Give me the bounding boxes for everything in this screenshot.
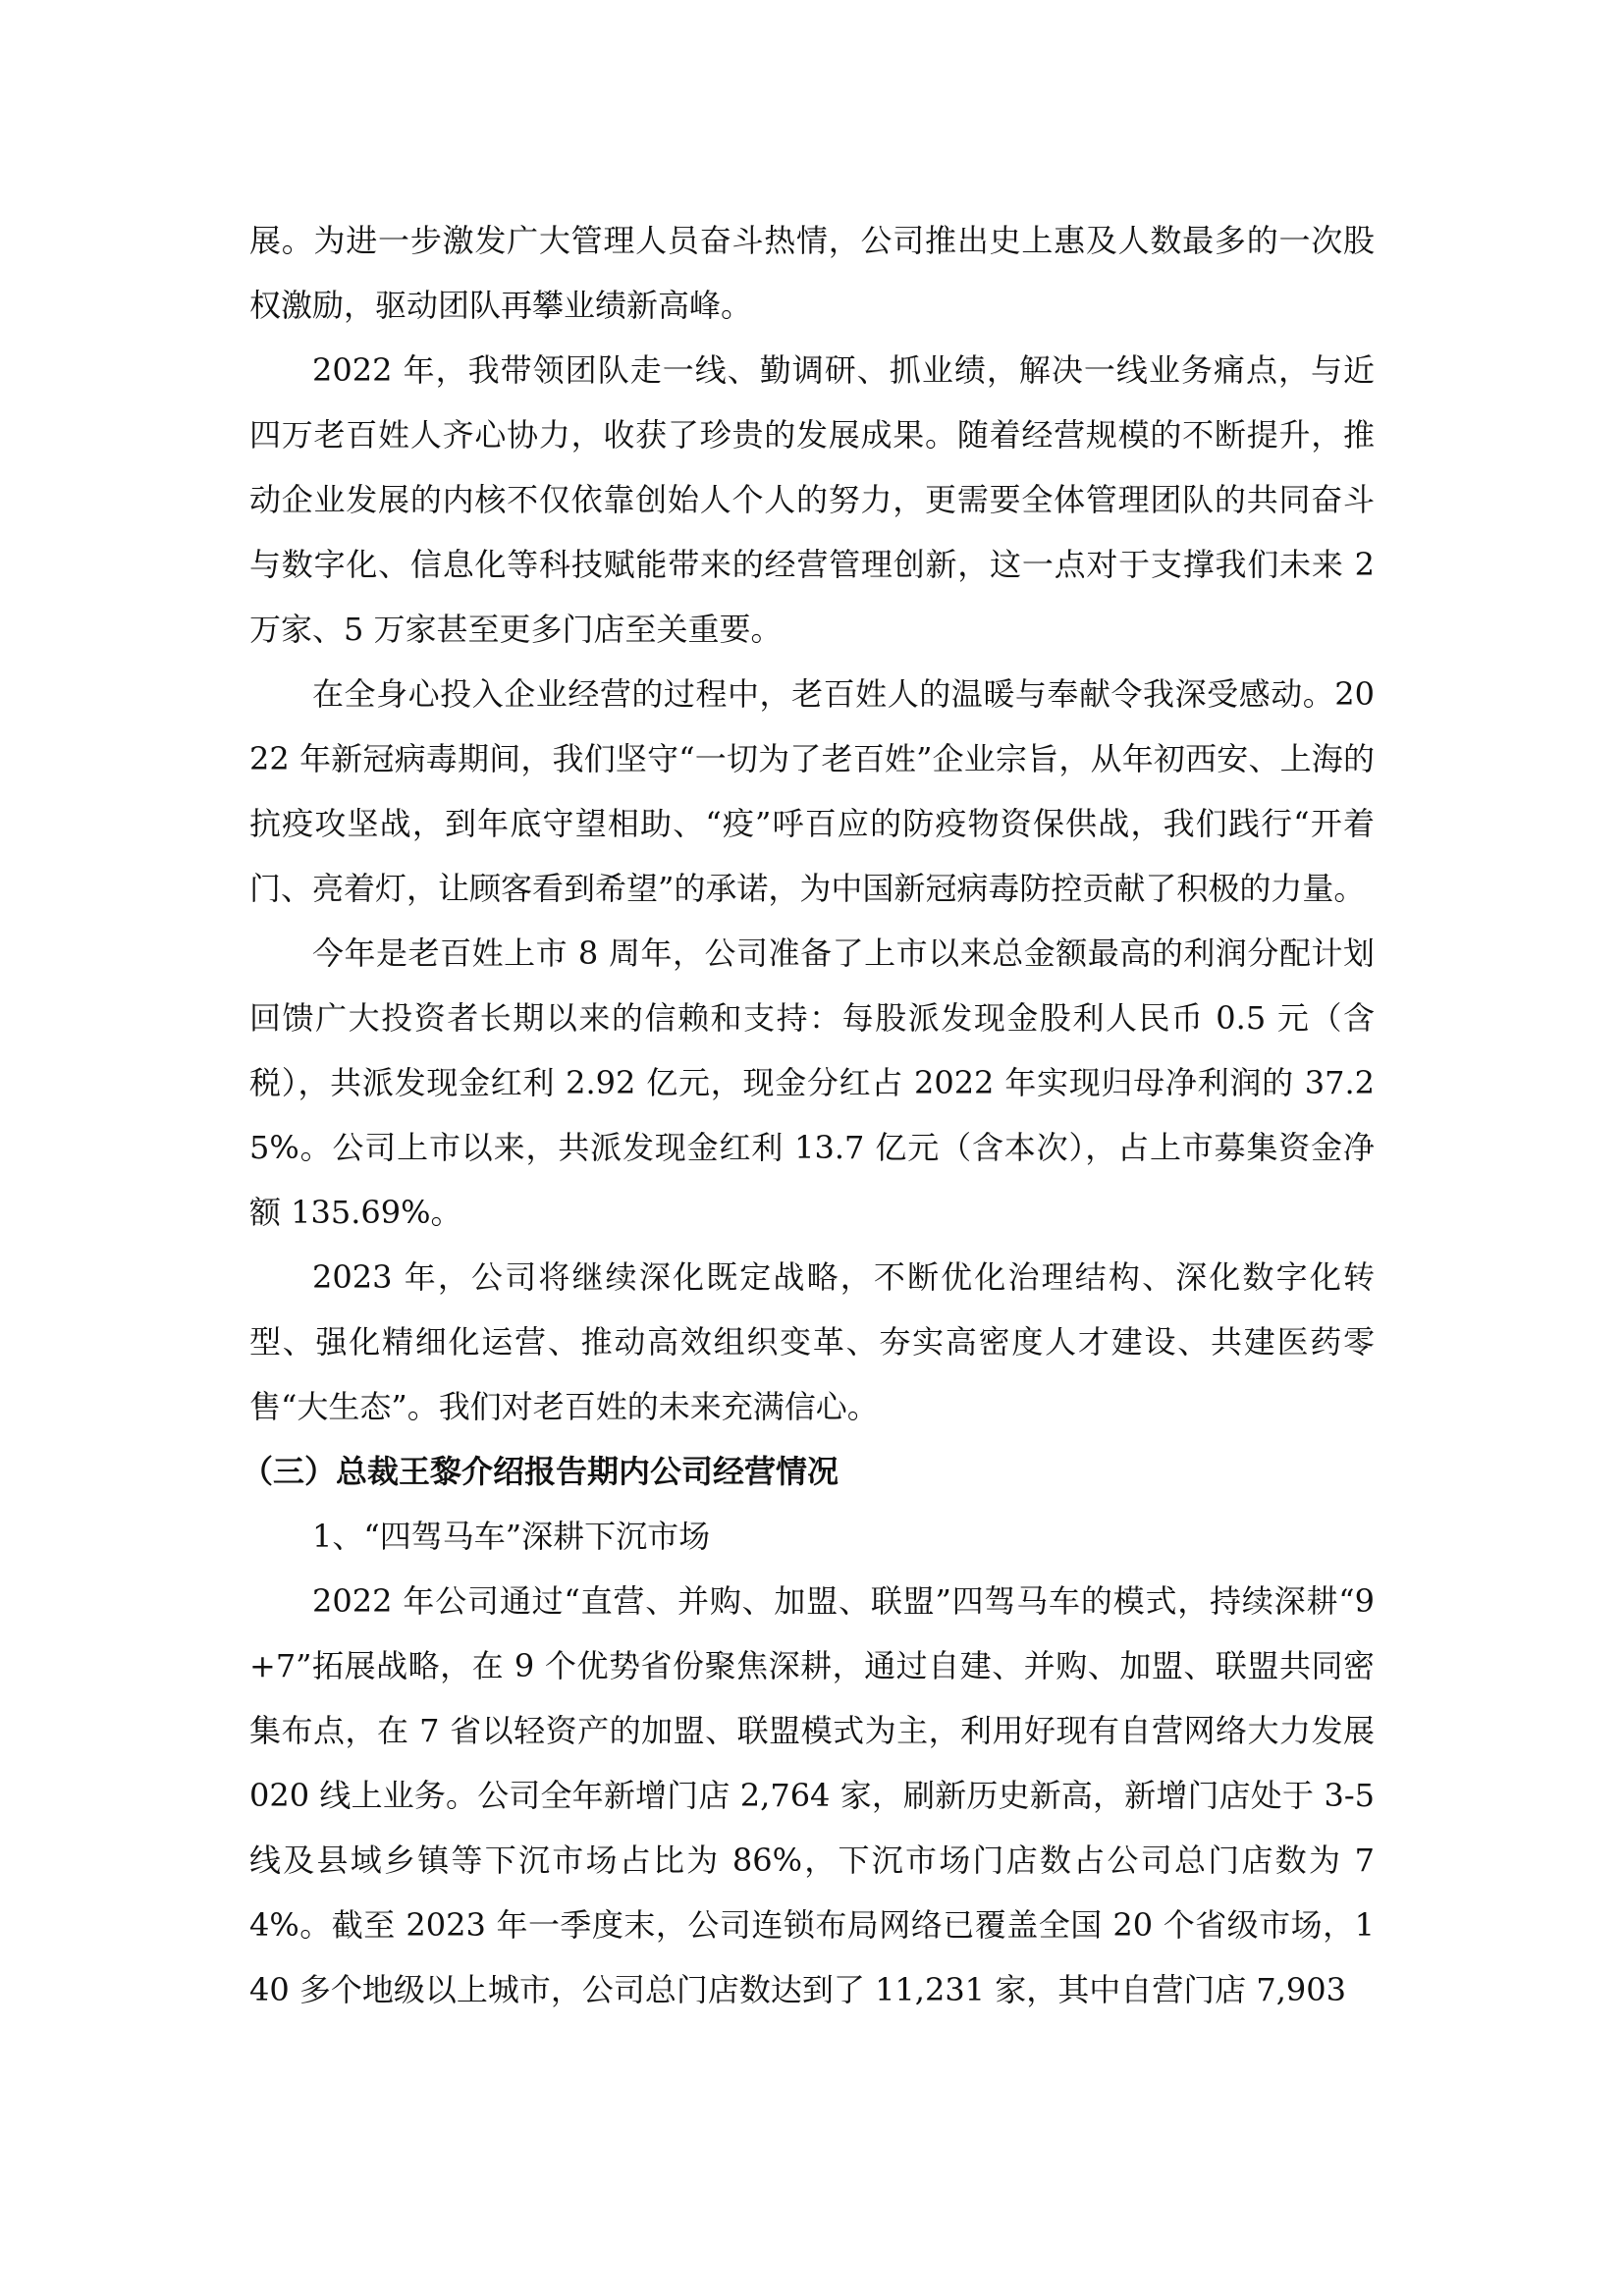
- paragraph-four-carriages: 2022 年公司通过“直营、并购、加盟、联盟”四驾马车的模式，持续深耕“9+7”拓展战略，在 9 个优势省份聚焦深耕，通过自建、并购、加盟、联盟共同密集布点，在 7 省以轻资产的加盟、联盟模式为主，利用好现有自营网络大力发展 020 线上业务。公司全年新增门店 2,764 家，刷新历史新高，新增门店处于 3-5 线及县域乡镇等下沉市场占比为 86%，下沉市场门店数占公司总门店数为 74%。截至 2023 年一季度末，公司连锁布局网络已覆盖全国 20 个省级市场，140 多个地级以上城市，公司总门店数达到了 11,231 家，其中自营门店 7,903: [249, 1582, 1375, 2008]
- paragraph-dividend: 今年是老百姓上市 8 周年，公司准备了上市以来总金额最高的利润分配计划回馈广大投资者长期以来的信赖和支持：每股派发现金股利人民币 0.5 元（含税），共派发现金红利 2.92 亿元，现金分红占 2022 年实现归母净利润的 37.25%。公司上市以来，共派发现金红利 13.7 亿元（含本次），占上市募集资金净额 135.69%。: [249, 934, 1375, 1231]
- document-page: [242, 208, 1375, 2022]
- paragraph-pandemic: 在全身心投入企业经营的过程中，老百姓人的温暖与奉献令我深受感动。2022 年新冠病毒期间，我们坚守“一切为了老百姓”企业宗旨，从年初西安、上海的抗疫攻坚战，到年底守望相助、“疫”呼百应的防疫物资保供战，我们践行“开着门、亮着灯，让顾客看到希望”的承诺，为中国新冠病毒防控贡献了积极的力量。: [249, 675, 1375, 907]
- paragraph-2022-team: 2022 年，我带领团队走一线、勤调研、抓业绩，解决一线业务痛点，与近四万老百姓人齐心协力，收获了珍贵的发展成果。随着经营规模的不断提升，推动企业发展的内核不仅依靠创始人个人的努力，更需要全体管理团队的共同奋斗与数字化、信息化等科技赋能带来的经营管理创新，这一点对于支撑我们未来 2 万家、5 万家甚至更多门店至关重要。: [249, 351, 1375, 648]
- subsection-heading: 1、“四驾马车”深耕下沉市场: [312, 1518, 711, 1555]
- paragraph-2023-strategy: 2023 年，公司将继续深化既定战略，不断优化治理结构、深化数字化转型、强化精细化运营、推动高效组织变革、夯实高密度人才建设、共建医药零售“大生态”。我们对老百姓的未来充满信心。: [249, 1258, 1375, 1425]
- paragraph-continuation: 展。为进一步激发广大管理人员奋斗热情，公司推出史上惠及人数最多的一次股权激励，驱动团队再攀业绩新高峰。: [249, 222, 1375, 324]
- section-heading: （三）总裁王黎介绍报告期内公司经营情况: [242, 1453, 839, 1490]
